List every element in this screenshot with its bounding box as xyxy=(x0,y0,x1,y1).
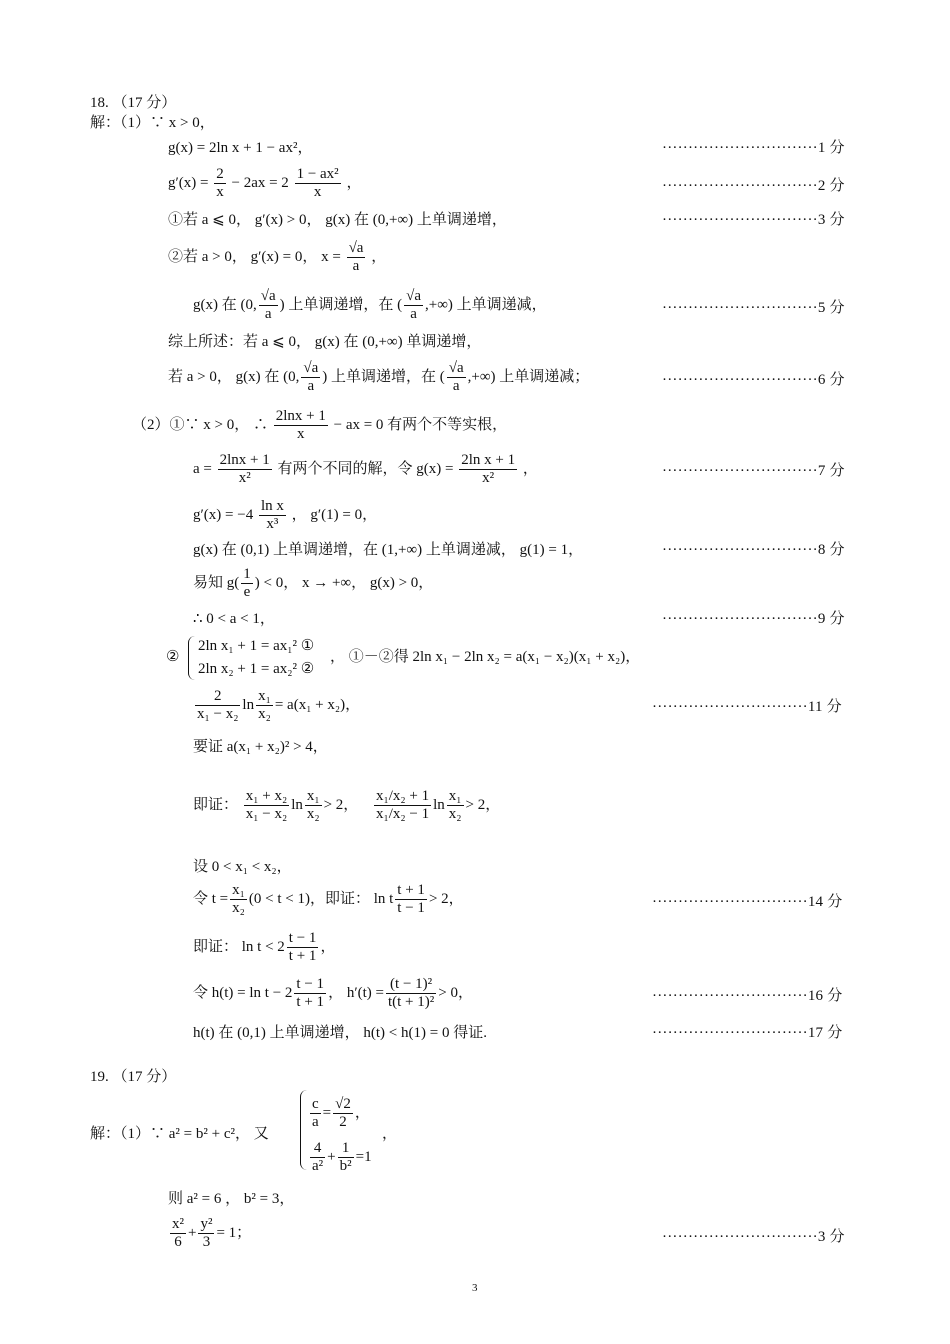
fraction: $\frac{\text{x₁}}{\text{x₂}}$ xyxy=(448,788,462,822)
fraction: $\frac{\text{y²}}{3}$ xyxy=(200,1216,213,1250)
system-subtract: ， ①－②得 2ln x₁ − 2ln x₂ = a(x₁ − x₂)(x₁ + x₂)， xyxy=(330,649,641,665)
score-11: ······························11 分 xyxy=(652,699,842,715)
q18-case2-mono: g(x) 在 (0, $\frac{√a}{a}$ ) 上单调递增，在 ( $\frac{√a}{a}$ ,+∞) 上单调递减， xyxy=(193,288,547,322)
q18-g-def: g(x) = 2ln x + 1 − ax²， xyxy=(168,140,313,156)
score-2: ······························2 分 xyxy=(662,178,845,194)
circle-2-label: ② xyxy=(166,649,180,665)
score-16: ······························16 分 xyxy=(652,988,843,1004)
q18-header: 18. （17 分） xyxy=(90,95,177,111)
q18-part2-start: （2）①∵ x > 0， ∴ $\frac{2\ln x + 1}{x}$ − ax = 0 有两个不等实根， xyxy=(132,408,508,442)
fraction: $\frac{\text{(t − 1)²}}{\text{t(t + 1)²}}$ xyxy=(387,976,435,1010)
system-eq-2: 2ln x₂ + 1 = ax₂² ② xyxy=(198,661,315,677)
q18-substitute-t: 令 t = $\frac{\text{x₁}}{\text{x₂}}$ (0 < t < 1)，即证： ln t $\frac{t + 1}{t - 1}$ > 2， xyxy=(193,882,464,916)
q18-equiv-2: $\frac{\text{x₁/x₂ + 1}}{\text{x₁/x₂ − 1}}$ ln $\frac{\text{x₁}}{\text{x₂}}$ > 2， xyxy=(376,788,501,822)
q19-header: 19. （17 分） xyxy=(90,1069,177,1085)
score-8: ······························8 分 xyxy=(662,542,845,558)
fraction: $\frac{2}{x}$ xyxy=(216,166,224,200)
fraction: $\frac{√a}{a}$ xyxy=(348,240,364,274)
q18-assume: 设 0 < x₁ < x₂， xyxy=(193,859,292,875)
q19-system-eq-1: $\frac{c}{a}$ = $\frac{√2}{2}$ ， xyxy=(312,1096,370,1130)
score-3: ······························3 分 xyxy=(662,212,845,228)
q18-summary: 综上所述：若 a ⩽ 0， g(x) 在 (0,+∞) 单调递增， xyxy=(168,334,482,350)
q18-conclusion: h(t) 在 (0,1) 上单调递增， h(t) < h(1) = 0 得证. xyxy=(193,1025,487,1041)
fraction: $\frac{\text{ln x}}{\text{x³}}$ xyxy=(260,498,284,532)
q18-part2-ln-eq: $\frac{2}{\text{x₁ − x₂}}$ ln $\frac{\text{x₁}}{\text{x₂}}$ = a(x₁ + x₂)， xyxy=(197,688,361,722)
q18-case2: ②若 a > 0， g′(x) = 0， x = $\frac{√a}{a}$ ， xyxy=(168,240,387,274)
q18-part2-gprime: g′(x) = −4 $\frac{\text{ln x}}{\text{x³}}$ ， g′(1) = 0， xyxy=(193,498,378,532)
q18-summary-2: 若 a > 0， g(x) 在 (0, $\frac{√a}{a}$ ) 上单调递增，在 ( $\frac{√a}{a}$ ,+∞) 上单调递减； xyxy=(168,360,590,394)
fraction: $\frac{t - 1}{t + 1}$ xyxy=(296,976,325,1010)
fraction: $\frac{√a}{a}$ xyxy=(260,288,276,322)
q19-values: 则 a² = 6 ， b² = 3， xyxy=(168,1191,295,1207)
q18-h-def: 令 h(t) = ln t − 2 $\frac{t - 1}{t + 1}$ ， h′(t) = $\frac{\text{(t − 1)²}}{\text{t(t + 1)²}}$ > 0， xyxy=(193,976,473,1010)
fraction: $\frac{\text{x₁}}{\text{x₂}}$ xyxy=(258,688,271,722)
fraction: $\frac{√a}{a}$ xyxy=(448,360,464,394)
score-9: ······························9 分 xyxy=(662,611,845,627)
q18-part2-range: ∴ 0 < a < 1， xyxy=(193,611,275,627)
fraction: $\frac{\text{x₁/x₂ + 1}}{\text{x₁/x₂ − 1}}$ xyxy=(376,788,430,822)
fraction: $\frac{\text{2ln x + 1}}{\text{x²}}$ xyxy=(461,452,516,486)
score-1: ······························1 分 xyxy=(662,140,845,156)
q18-case1: ①若 a ⩽ 0， g′(x) > 0， g(x) 在 (0,+∞) 上单调递增， xyxy=(168,212,507,228)
system-brace xyxy=(188,636,195,680)
fraction: $\frac{2}{\text{x₁ − x₂}}$ xyxy=(197,688,239,722)
score-6: ······························6 分 xyxy=(662,372,845,388)
fraction: $\frac{t + 1}{t - 1}$ xyxy=(397,882,425,916)
fraction: $\frac{4}{\text{a²}}$ xyxy=(312,1140,324,1174)
fraction: $\frac{√a}{a}$ xyxy=(303,360,319,394)
fraction: $\frac{c}{a}$ xyxy=(312,1096,319,1130)
fraction: $\frac{t - 1}{t + 1}$ xyxy=(288,930,317,964)
q18-part2-mono: g(x) 在 (0,1) 上单调递增，在 (1,+∞) 上单调递减， g(1) = 1， xyxy=(193,542,584,558)
system-eq-1: 2ln x₁ + 1 = ax₁² ① xyxy=(198,638,315,654)
q18-equiv-ln: 即证： ln t < 2 $\frac{t - 1}{t + 1}$ ， xyxy=(193,930,336,964)
score-14: ······························14 分 xyxy=(652,894,843,910)
q19-system-eq-2: $\frac{4}{\text{a²}}$ + $\frac{1}{\text{b²}}$ =1 xyxy=(312,1140,372,1174)
fraction: $\frac{1}{e}$ xyxy=(243,566,251,600)
q19-system-comma: ， xyxy=(382,1126,398,1142)
score-5: ······························5 分 xyxy=(662,300,845,316)
fraction: $\frac{\text{1 − ax²}}{x}$ xyxy=(296,166,339,200)
score-7: ······························7 分 xyxy=(662,463,845,479)
fraction: $\frac{2\ln x + 1}{x}$ xyxy=(275,408,326,442)
fraction: $\frac{\text{x²}}{6}$ xyxy=(172,1216,184,1250)
fraction: $\frac{2\ln x + 1}{\text{x²}}$ xyxy=(219,452,270,486)
fraction: $\frac{\text{x₁}}{\text{x₂}}$ xyxy=(306,788,320,822)
q18-to-prove: 要证 a(x₁ + x₂)² > 4， xyxy=(193,739,328,755)
fraction: $\frac{1}{\text{b²}}$ xyxy=(339,1140,352,1174)
fraction: $\frac{√a}{a}$ xyxy=(406,288,422,322)
q18-equiv-1: 即证： $\frac{\text{x₁ + x₂}}{\text{x₁ − x₂}}$ ln $\frac{\text{x₁}}{\text{x₂}}$ > 2， xyxy=(193,788,359,822)
page-number: 3 xyxy=(472,1282,478,1294)
q19-ellipse-eq: $\frac{\text{x²}}{6}$ + $\frac{\text{y²}}{3}$ = 1； xyxy=(172,1216,252,1250)
q19-solve-intro: 解：（1）∵ a² = b² + c²， 又 xyxy=(90,1126,269,1142)
q19-system-brace xyxy=(300,1090,307,1170)
q18-solve-intro: 解：（1）∵ x > 0， xyxy=(90,115,215,131)
fraction: $\frac{\text{x₁ + x₂}}{\text{x₁ − x₂}}$ xyxy=(245,788,288,822)
q18-gprime: g′(x) = $\frac{2}{x}$ − 2ax = 2 $\frac{\text{1 − ax²}}{x}$ ， xyxy=(168,166,362,200)
fraction: $\frac{\text{x₁}}{\text{x₂}}$ xyxy=(232,882,245,916)
q18-part2-limits: 易知 g( $\frac{1}{e}$ ) < 0， x → +∞， g(x) > 0， xyxy=(193,566,434,600)
q18-part2-a-eq: a = $\frac{2\ln x + 1}{\text{x²}}$ 有两个不同的解，令 g(x) = $\frac{\text{2ln x + 1}}{\text{x²}}$ ， xyxy=(193,452,538,486)
score-17: ······························17 分 xyxy=(652,1025,843,1041)
fraction: $\frac{√2}{2}$ xyxy=(335,1096,351,1130)
score-3-q19: ······························3 分 xyxy=(662,1229,845,1245)
